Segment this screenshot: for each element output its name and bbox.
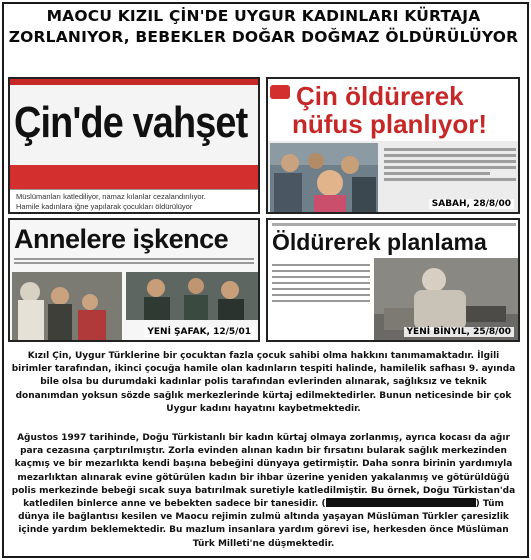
clipping-subtitle-1: Müslümanları katlediliyor, namaz kılanlar cezalandırılıyor. [16,192,206,201]
red-band [10,165,258,189]
clipping-annelere-iskence [8,218,260,342]
clipping-headline: Çin'de vahşet [14,98,248,147]
child-photo [270,143,378,213]
newspaper-logo [270,85,290,99]
redacted-block [326,498,476,507]
clipping-headline: Annelere işkence [14,224,229,254]
kicker-line [272,223,516,226]
clipping-cinde-vahset [8,77,260,214]
clipping-source: YENİ ŞAFAK, 12/5/01 [144,327,254,337]
clipping-source: YENİ BİNYIL, 25/8/00 [404,327,514,337]
article-text-block [14,256,254,270]
clipping-subtitle-2: Hamile kadınlara iğne yapılarak çocukları öldürülüyor [16,202,193,211]
paragraph-2 [8,432,519,551]
clipping-headline: Öldürerek planlama [272,229,487,255]
paragraph-2-part-a: Ağustos 1997 tarihinde, Doğu Türkistanlı bir kadın kürtaj olmaya zorlanmış, ayrıca kocası da ağır para cezasına çarptırılmıştır. Zorla evinden alınan kadın bir fırsatını bularak sağlık merkezinden kaçmış ve bir mezarlıkta kendi başına bebeğini dünyaya getirmiştir. Daha sonra birinin yardımıyla mezarlıktan alınarak evine götürülen kadın bir ihbar üzerine yeniden yakalanmış ve götürüldüğü polis merkezinde bebeği sıcak suya batırılmak suretiyle katledilmiştir. Bu örnek, Doğu Türkistan'da katledilen binlerce anne ve bebekten sadece bir tanesidir. ( [11,433,516,510]
page-title: MAOCU KIZIL ÇİN'DE UYGUR KADINLARI KÜRTAJA ZORLANIYOR, BEBEKLER DOĞAR DOĞMAZ ÖLDÜRÜLÜYOR [8,7,519,46]
clipping-source: SABAH, 28/8/00 [429,199,514,209]
paragraph-2-part-b: ) Tüm dünya ile bağlantısı kesilen ve Maocu rejimin zulmü altında yaşayan Müslüman Türkler çaresizlik içinde yardım beklemektedir. Bu mazlum insanlara yardım görevi ise, herkesden önce Müslüman Türk Milleti'ne düşmektedir. [18,499,509,549]
clipping-cin-olduturerek [266,77,520,214]
side-photo [126,272,258,320]
article-text-block [384,145,516,197]
article-text-block [272,260,370,340]
clipping-oldurerek-planlama [266,218,520,342]
clipping-headline-1: Çin öldürerek [296,81,464,111]
mothers-photo [12,272,122,340]
clipping-headline-2: nüfus planlıyor! [292,109,487,139]
paragraph-1: Kızıl Çin, Uygur Türklerine bir çocuktan fazla çocuk sahibi olma hakkını tanımamaktadır. İlgili birimler tarafından, ikinci çocuğa hamile olan kadınların tespiti halinde, hamilelik safhası 9. ayında bile olsa bu durumdaki kadınlar polis tarafından evlerinden alınarak, sağlıksız ve teknik donanımdan yoksun sözde sağlık merkezlerinde kürtaj edilmektedirler. Bunun neticesinde bir çok Uygur kadını hayatını kaybetmektedir. [11,351,516,414]
